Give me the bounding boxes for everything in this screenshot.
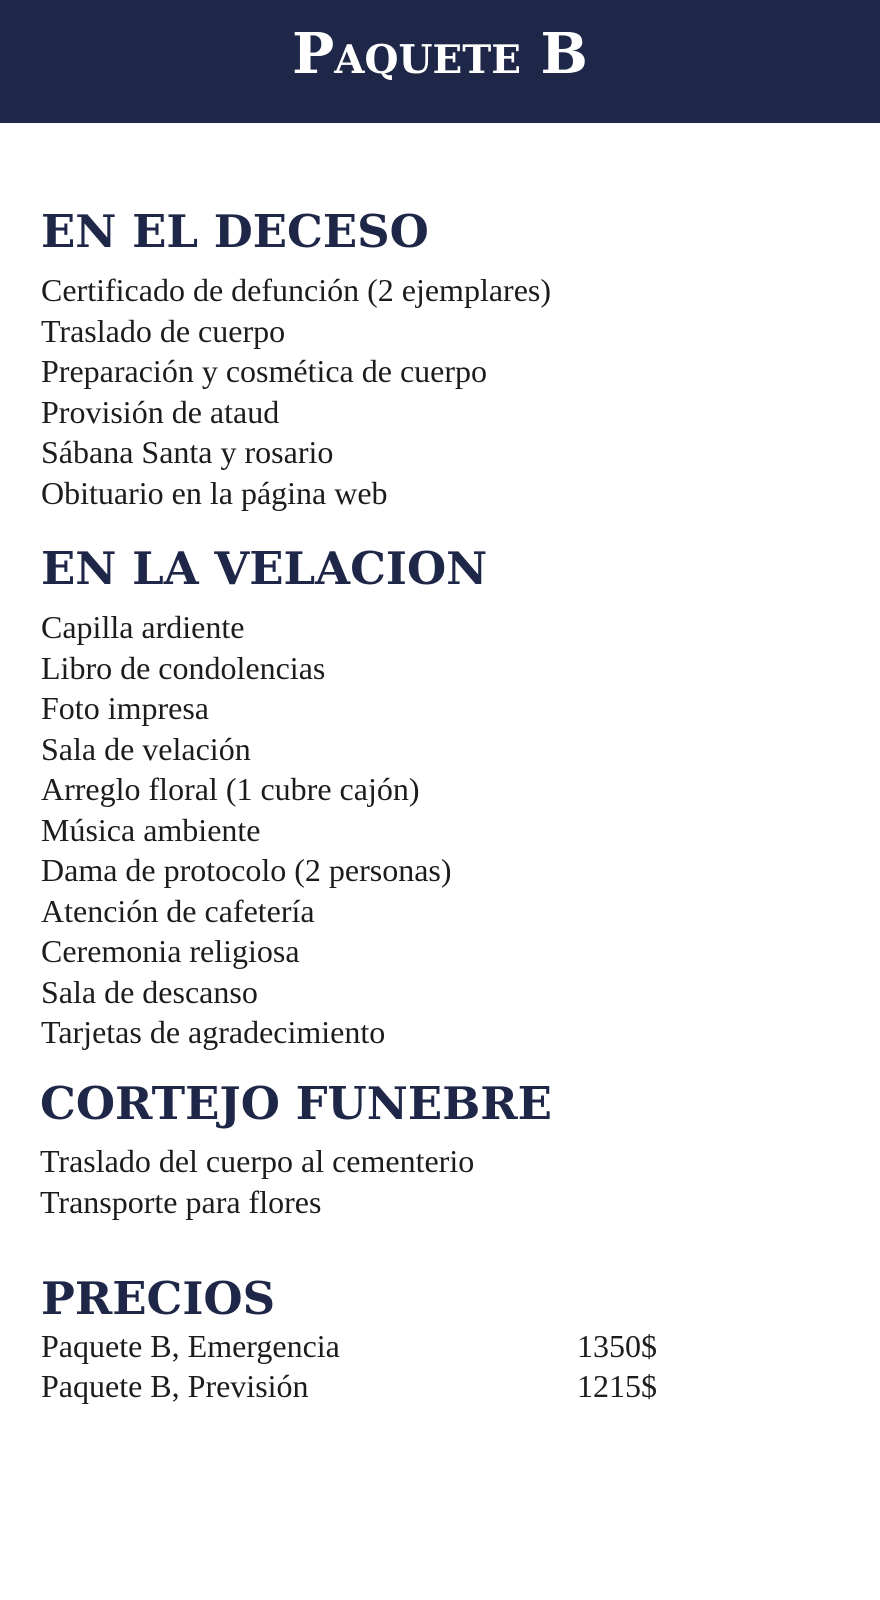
list-item: Arreglo floral (1 cubre cajón) xyxy=(41,771,420,807)
list-item: Sala de velación xyxy=(41,730,251,767)
list-item: Tarjetas de agradecimiento xyxy=(41,1014,386,1050)
list-item: Transporte para flores xyxy=(40,1183,322,1220)
list-item: Capilla ardiente xyxy=(41,609,245,645)
list-item: Provisión de ataud xyxy=(41,393,280,430)
section-heading-cortejo: CORTEJO FUNEBRE xyxy=(40,1077,552,1130)
list-item: Traslado de cuerpo xyxy=(41,312,286,349)
list-item: Dama de protocolo (2 personas) xyxy=(41,852,452,888)
section-heading-precios: PRECIOS xyxy=(41,1272,276,1325)
deceso-item-list xyxy=(41,270,551,513)
section-heading-deceso: EN EL DECESO xyxy=(41,205,429,258)
list-item: Traslado del cuerpo al cementerio xyxy=(40,1143,475,1179)
section-heading-velacion: EN LA VELACION xyxy=(41,542,488,595)
cortejo-item-list xyxy=(40,1141,474,1222)
list-item: Atención de cafetería xyxy=(41,892,315,929)
list-item: Certificado de defunción (2 ejemplares) xyxy=(41,272,551,308)
list-item: Libro de condolencias xyxy=(41,649,326,686)
velacion-item-list xyxy=(41,607,452,1053)
header-banner xyxy=(0,0,880,123)
price-row-emergencia xyxy=(41,1326,661,1366)
list-item: Sábana Santa y rosario xyxy=(41,434,334,470)
list-item: Foto impresa xyxy=(41,690,209,726)
list-item: Sala de descanso xyxy=(41,973,258,1010)
list-item: Música ambiente xyxy=(41,811,261,848)
price-label: Paquete B, Emergencia xyxy=(41,1328,340,1364)
page-title: Paquete B xyxy=(292,21,588,87)
list-item: Ceremonia religiosa xyxy=(41,933,300,969)
list-item: Preparación y cosmética de cuerpo xyxy=(41,353,488,389)
list-item: Obituario en la página web xyxy=(41,474,388,511)
price-value: 1215$ xyxy=(577,1368,657,1404)
price-row-prevision xyxy=(41,1366,661,1406)
price-value: 1350$ xyxy=(577,1328,657,1364)
price-label: Paquete B, Previsión xyxy=(41,1368,309,1404)
